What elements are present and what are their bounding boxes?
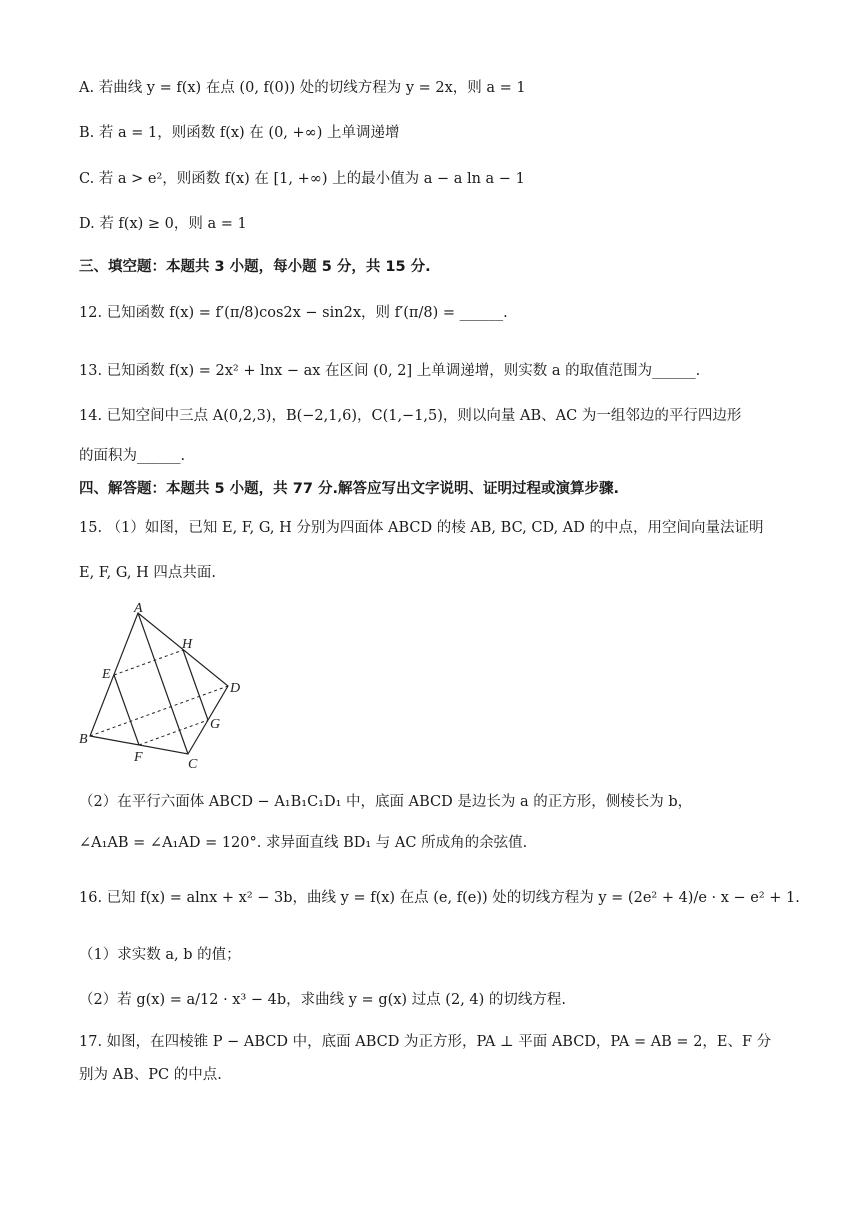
question-17-line2: 别为 AB、PC 的中点.	[79, 1067, 222, 1083]
section3-title: 三、填空题：本题共 3 小题，每小题 5 分，共 15 分.	[79, 259, 431, 275]
question-17-line1: 17. 如图，在四棱锥 P − ABCD 中，底面 ABCD 为正方形，PA ⊥ 平面 ABCD，PA = AB = 2，E、F 分	[79, 1034, 772, 1050]
question-16-1: （1）求实数 a, b 的值；	[79, 947, 241, 963]
question-14-line1: 14. 已知空间中三点 A(0,2,3)，B(−2,1,6)，C(1,−1,5)，则以向量 AB、AC 为一组邻边的平行四边形	[79, 408, 742, 424]
label-d: D	[230, 681, 241, 696]
option-b: B. 若 a = 1，则函数 f(x) 在 (0, +∞) 上单调递增	[79, 125, 400, 141]
option-c: C. 若 a > e²，则函数 f(x) 在 [1, +∞) 上的最小值为 a − a ln a − 1	[79, 171, 525, 187]
section4-title: 四、解答题：本题共 5 小题，共 77 分.解答应写出文字说明、证明过程或演算步骤.	[79, 481, 619, 497]
option-a: A. 若曲线 y = f(x) 在点 (0, f(0)) 处的切线方程为 y = 2x，则 a = 1	[79, 80, 526, 96]
label-g: G	[210, 717, 221, 732]
question-15-1-line2: E, F, G, H 四点共面.	[79, 565, 216, 581]
question-16: 16. 已知 f(x) = alnx + x² − 3b，曲线 y = f(x) 在点 (e, f(e)) 处的切线方程为 y = (2e² + 4)/e · x − e² + 1.	[79, 890, 800, 906]
question-15-2-line2: ∠A₁AB = ∠A₁AD = 120°. 求异面直线 BD₁ 与 AC 所成角的余弦值.	[79, 835, 528, 851]
question-16-2: （2）若 g(x) = a/12 · x³ − 4b，求曲线 y = g(x) 过点 (2, 4) 的切线方程.	[79, 992, 567, 1008]
label-e: E	[102, 667, 111, 682]
label-f: F	[134, 750, 143, 765]
question-13: 13. 已知函数 f(x) = 2x² + lnx − ax 在区间 (0, 2] 上单调递增，则实数 a 的取值范围为______.	[79, 363, 701, 379]
label-b: B	[79, 732, 88, 747]
question-15-2-line1: （2）在平行六面体 ABCD − A₁B₁C₁D₁ 中，底面 ABCD 是边长为 a 的正方形，侧棱长为 b，	[79, 794, 693, 810]
question-14-line2: 的面积为______.	[79, 448, 186, 464]
label-a: A	[134, 601, 143, 616]
option-d: D. 若 f(x) ≥ 0，则 a = 1	[79, 216, 247, 232]
label-c: C	[188, 757, 198, 772]
tetrahedron-figure	[76, 600, 246, 775]
question-15-1-line1: 15. （1）如图，已知 E, F, G, H 分别为四面体 ABCD 的棱 AB, BC, CD, AD 的中点，用空间向量法证明	[79, 520, 764, 536]
label-h: H	[182, 637, 193, 652]
question-12: 12. 已知函数 f(x) = f′(π/8)cos2x − sin2x，则 f′(π/8) = ______.	[79, 305, 508, 321]
